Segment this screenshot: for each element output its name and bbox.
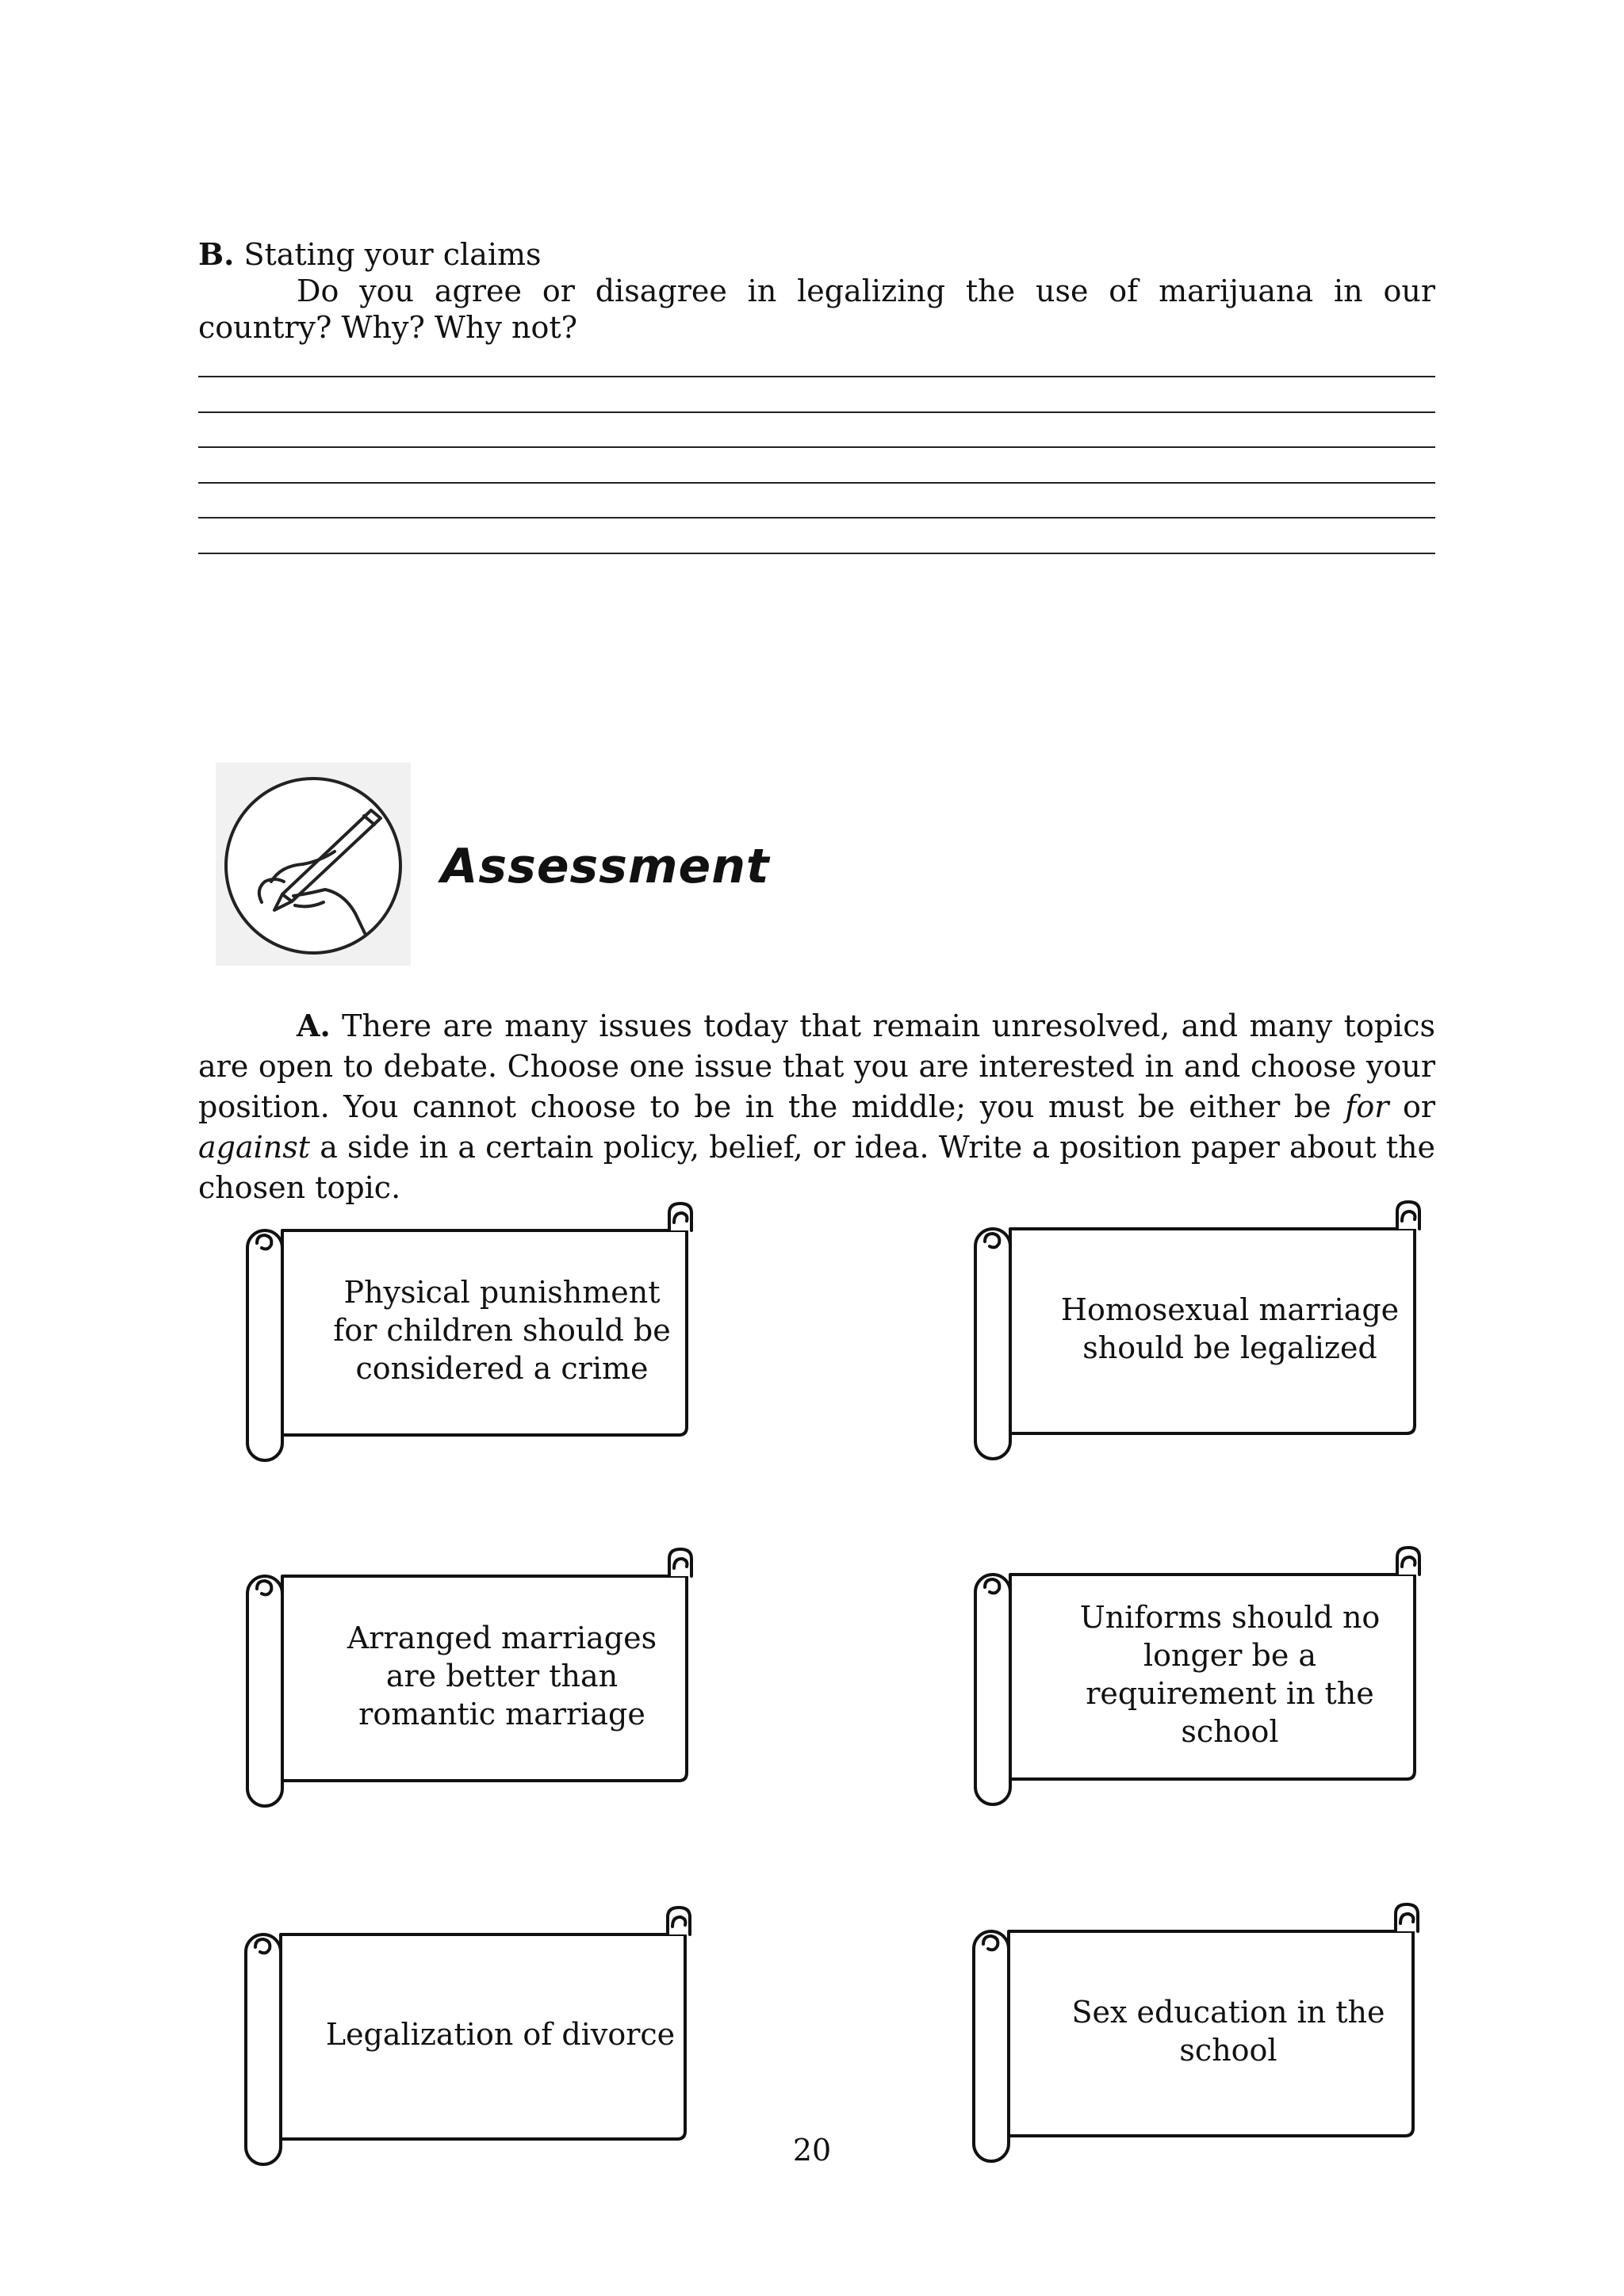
against-word: against xyxy=(198,1130,311,1165)
answer-line[interactable] xyxy=(198,376,1435,377)
topic-text: Homosexual marriage should be legalized xyxy=(1060,1292,1400,1365)
instruction-text-2: a side in a certain policy, belief, or idea. Write a position paper about the chosen topic. xyxy=(198,1130,1435,1205)
topic-text: Arranged marriages are better than romantic marriage xyxy=(347,1621,657,1732)
assessment-instructions xyxy=(198,1005,1435,1208)
answer-line[interactable] xyxy=(198,411,1435,413)
topic-text: Uniforms should no longer be a requirement in the school xyxy=(1079,1600,1381,1749)
section-b-title: Stating your claims xyxy=(243,237,542,272)
or-word: or xyxy=(1402,1089,1435,1124)
answer-line[interactable] xyxy=(198,553,1435,554)
topic-scroll xyxy=(243,1900,703,2169)
section-b-prompt: Do you agree or disagree in legalizing the use of marijuana in our country? Why? Why not? xyxy=(198,274,1435,345)
hand-writing-pencil-icon xyxy=(216,763,411,966)
topic-text: Legalization of divorce xyxy=(325,2017,676,2052)
topic-scroll xyxy=(971,1896,1431,2166)
page-number: 20 xyxy=(792,2133,832,2168)
answer-line[interactable] xyxy=(198,517,1435,519)
topic-text: Physical punishment for children should be considered a crime xyxy=(333,1275,671,1386)
topic-scroll xyxy=(972,1540,1432,1809)
instruction-text-1: There are many issues today that remain unresolved, and many topics are open to debate. Choose one issue that you are interested in and choose your position. You cannot choose to be in the middle; you must be either be xyxy=(198,1008,1435,1124)
topic-text: Sex education in the school xyxy=(1071,1995,1385,2068)
answer-line[interactable] xyxy=(198,482,1435,484)
assessment-title: Assessment xyxy=(441,839,770,894)
assessment-label: A. xyxy=(297,1008,331,1043)
topic-scroll xyxy=(244,1196,704,1465)
section-b-label: B. xyxy=(198,236,235,272)
for-word: for xyxy=(1345,1089,1389,1124)
topic-scroll xyxy=(244,1541,704,1811)
section-b xyxy=(198,236,1435,346)
answer-line[interactable] xyxy=(198,446,1435,448)
topic-scroll xyxy=(972,1194,1432,1464)
section-b-heading xyxy=(198,236,1435,273)
